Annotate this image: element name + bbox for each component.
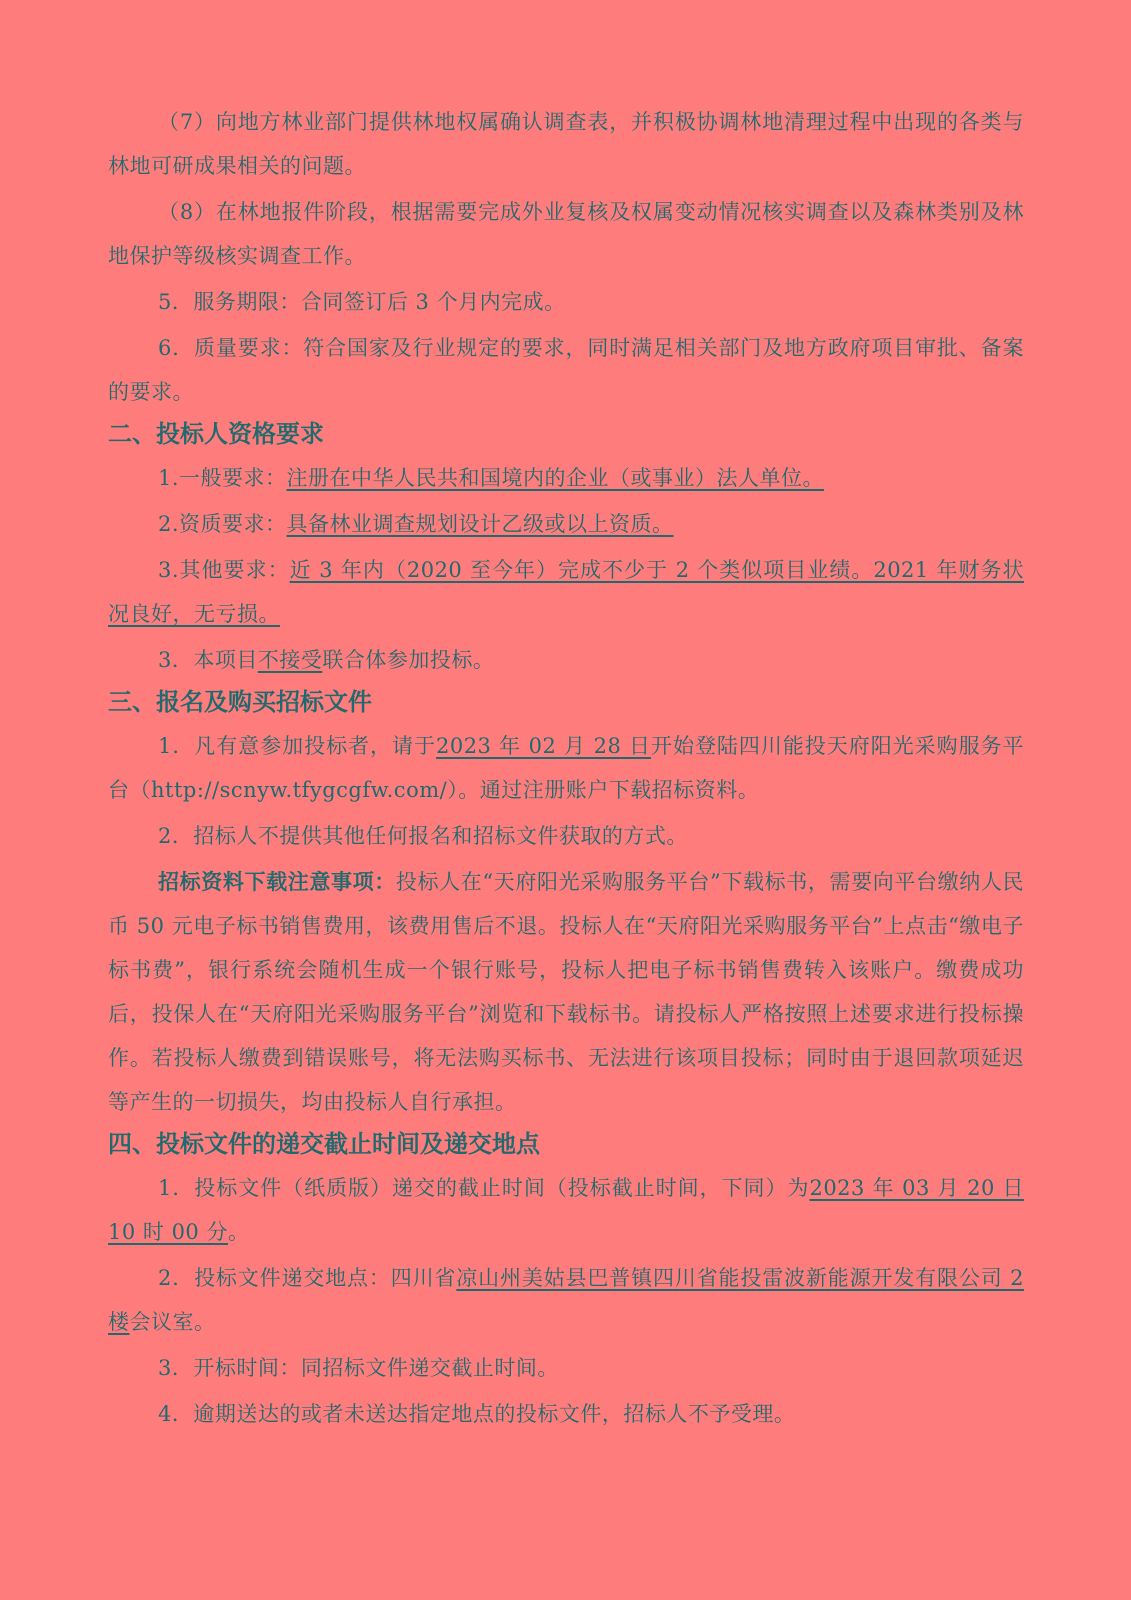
qualification-other — [108, 548, 1024, 636]
registration-post: 开始登陆四川能投天府阳光采购服务平台（http://scnyw.tfygcgfw.com/）。通过注册账户下载招标资料。 — [108, 734, 1025, 802]
section-heading-submission: 四、投标文件的递交截止时间及递交地点 — [108, 1130, 540, 1158]
qualification-other-value: 近 3 年内（2020 至今年）完成不少于 2 个类似项目业绩。2021 年财务状况良好，无亏损。 — [108, 558, 1024, 626]
qualification-certificate-value: 具备林业调查规划设计乙级或以上资质。 — [286, 512, 674, 536]
registration-pre: 1．凡有意参加投标者，请于 — [158, 734, 436, 758]
section-heading-qualifications: 二、投标人资格要求 — [108, 420, 324, 448]
qualification-general — [108, 456, 1024, 500]
submission-location-post: 会议室。 — [129, 1310, 216, 1334]
submission-deadline-pre: 1．投标文件（纸质版）递交的截止时间（投标截止时间，下同）为 — [158, 1176, 810, 1200]
bid-opening-time: 3．开标时间：同招标文件递交截止时间。 — [158, 1356, 559, 1380]
submission-location-pre: 2．投标文件递交地点：四川省 — [158, 1266, 457, 1290]
download-notice-label: 招标资料下载注意事项： — [158, 870, 396, 894]
download-notice — [108, 860, 1024, 1124]
section-heading-registration: 三、报名及购买招标文件 — [108, 688, 372, 716]
consortium-post: 联合体参加投标。 — [322, 648, 495, 672]
registration-item-2: 2．招标人不提供其他任何报名和招标文件获取的方式。 — [158, 824, 688, 848]
download-notice-text: 投标人在“天府阳光采购服务平台”下载标书，需要向平台缴纳人民币 50 元电子标书销售费用，该费用售后不退。投标人在“天府阳光采购服务平台”上点击“缴电子标书费”，银行系统会随机生成一个银行账号，投标人把电子标书销售费转入该账户。缴费成功后，投保人在“天府阳光采购服务平台”浏览和下载标书。请投标人严格按照上述要求进行投标操作。若投标人缴费到错误账号，将无法购买标书、无法进行该项目投标；同时由于退回款项延迟等产生的一切损失，均由投标人自行承担。 — [108, 870, 1024, 1114]
paragraph-quality-requirement: 6．质量要求：符合国家及行业规定的要求，同时满足相关部门及地方政府项目审批、备案的要求。 — [108, 336, 1024, 404]
paragraph-service-period: 5．服务期限：合同签订后 3 个月内完成。 — [158, 290, 566, 314]
submission-location-value: 凉山州美姑县巴普镇四川省能投雷波新能源开发有限公司 2 楼 — [108, 1266, 1024, 1334]
submission-deadline — [108, 1166, 1024, 1254]
submission-deadline-post: 。 — [227, 1220, 250, 1244]
paragraph-item-8: （8）在林地报件阶段，根据需要完成外业复核及权属变动情况核实调查以及森林类别及林地保护等级核实调查工作。 — [108, 200, 1024, 268]
qualification-general-value: 注册在中华人民共和国境内的企业（或事业）法人单位。 — [286, 466, 825, 490]
qualification-consortium — [108, 638, 1024, 682]
qualification-certificate — [108, 502, 1024, 546]
registration-date: 2023 年 02 月 28 日 — [435, 734, 651, 758]
document-page — [108, 100, 1024, 1436]
qualification-other-label: 3.其他要求： — [158, 558, 290, 582]
submission-deadline-date: 2023 年 03 月 20 日 10 时 00 分 — [108, 1176, 1025, 1244]
submission-location — [108, 1256, 1024, 1344]
qualification-certificate-label: 2.资质要求： — [158, 512, 287, 536]
qualification-general-label: 1.一般要求： — [158, 466, 287, 490]
consortium-value: 不接受 — [257, 648, 323, 672]
late-submission-notice: 4．逾期送达的或者未送达指定地点的投标文件，招标人不予受理。 — [158, 1402, 796, 1426]
consortium-pre: 3．本项目 — [158, 648, 258, 672]
registration-item-1 — [108, 724, 1024, 812]
paragraph-item-7: （7）向地方林业部门提供林地权属确认调查表，并积极协调林地清理过程中出现的各类与林地可研成果相关的问题。 — [108, 110, 1024, 178]
